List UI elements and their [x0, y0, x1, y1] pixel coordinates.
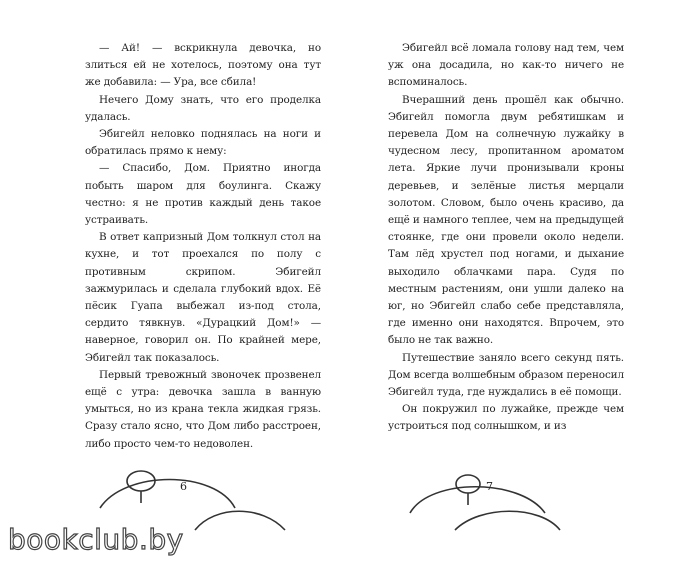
tree-shape [456, 475, 480, 493]
paragraph: Нечего Дому знать, что его проделка удалась. [85, 93, 321, 123]
right-footer-ornament [410, 475, 560, 530]
paragraph: — Спасибо, Дом. Приятно иногда побыть шаром для боулинга. Скажу честно: я не против каждый день такое устраивать. [85, 162, 321, 227]
paragraph: В ответ капризный Дом толкнул стол на кухне, и тот проехался по полу с противным скрипом. Эбигейл зажмурилась и сделала глубокий вдох. Её пёсик Гуапа выбежал из-под стола, сердито тявкнув. «Дурацкий Дом!» — наверное, говорил он. По крайней мере, Эбигейл так показалось. [85, 231, 321, 364]
paragraph: Вчерашний день прошёл как обычно. Эбигейл помогла двум ребятишкам и перевела Дом на солнечную лужайку в чудесном лесу, пропитанном ароматом лета. Яркие лучи пронизывали кроны деревьев, и зелёные листья мерцали золотом. Словом, было очень красиво, да ещё и намного теплее, чем на предыдущей стоянке, где они провели около недели. Там лёд хрустел под ногами, и дыхание выходило облачками пара. Судя по местным растениям, они ушли далеко на юг, но Эбигейл слабо себе представляла, где именно они находятся. Впрочем, это было не так важно. [388, 93, 624, 347]
paragraph: — Ай! — вскрикнула девочка, но злиться ей не хотелось, поэтому она тут же добавила: — Ура, все сбила! [85, 42, 321, 89]
paragraph: Эбигейл неловко поднялась на ноги и обратилась прямо к нему: [85, 128, 321, 158]
paragraph: Первый тревожный звоночек прозвенел ещё с утра: девочка зашла в ванную умыться, но из крана текла жидкая грязь. Сразу стало ясно, что Дом либо расстроен, либо просто чем-то недоволен. [85, 368, 321, 450]
page-number: 7 [486, 480, 493, 493]
watermark: bookclub.by [8, 523, 184, 556]
hill-shape [100, 480, 235, 509]
hill-shape [195, 511, 285, 530]
paragraph: Эбигейл всё ломала голову над тем, чем уж она досадила, но как-то ничего не вспоминалось. [388, 42, 624, 89]
hill-shape [455, 511, 560, 530]
hill-shape [410, 487, 545, 513]
paragraph: Он покружил по лужайке, прежде чем устроиться под солнышком, и из [388, 403, 624, 433]
paragraph: Путешествие заняло всего секунд пять. Дом всегда волшебным образом переносил Эбигейл туда, где нуждались в её помощи. [388, 351, 624, 399]
page-number: 6 [180, 480, 187, 493]
left-footer-ornament [100, 471, 285, 530]
